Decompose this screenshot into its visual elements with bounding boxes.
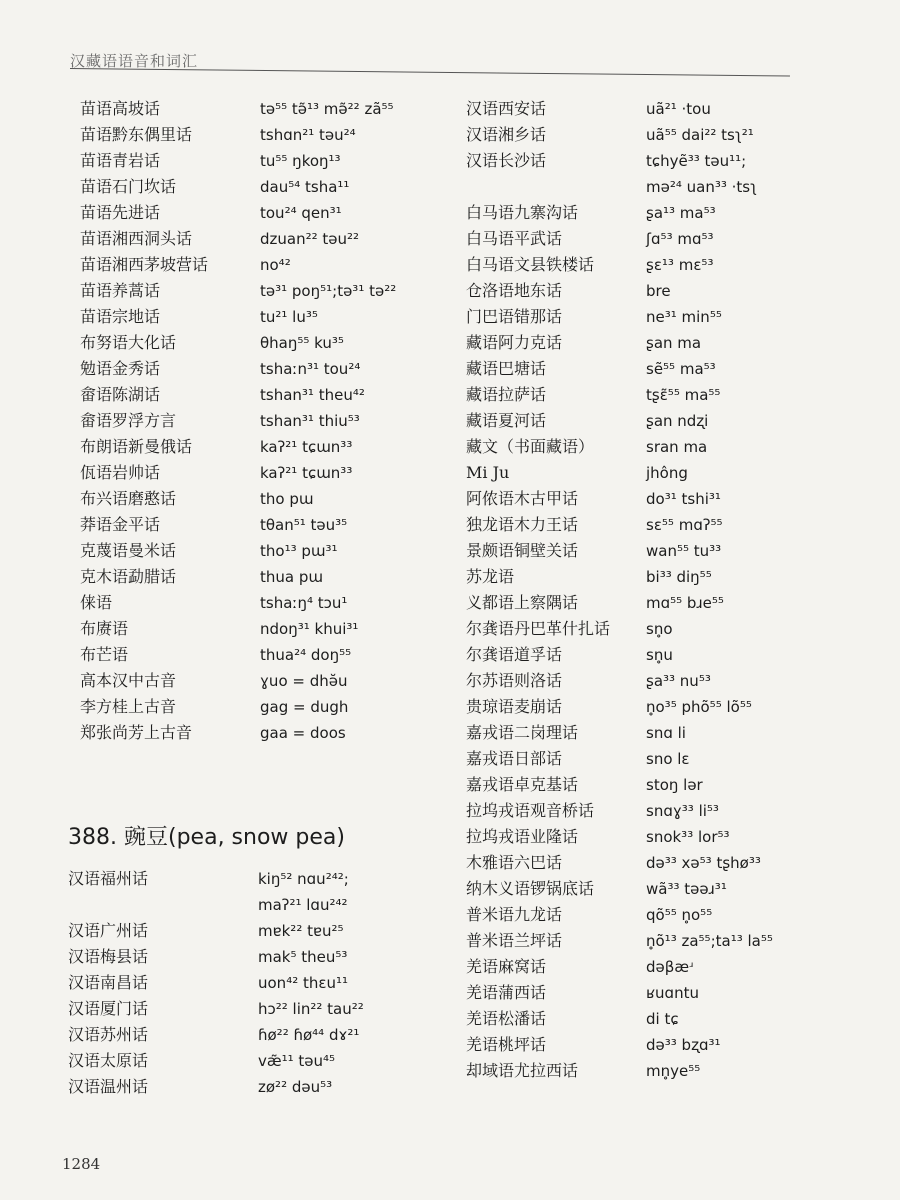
- language-name: 门巴语错那话: [466, 307, 563, 326]
- phonetic-form: mn̥ye⁵⁵: [646, 1062, 701, 1080]
- page-number: 1284: [62, 1155, 101, 1173]
- phonetic-form: sn̥o: [646, 620, 673, 638]
- language-name: 藏语夏河话: [466, 411, 547, 430]
- phonetic-form: ʂan ndʐi: [646, 412, 709, 430]
- language-name: 汉语长沙话: [466, 151, 547, 170]
- phonetic-form: do³¹ tshi³¹: [646, 490, 721, 508]
- language-name: 独龙语木力王话: [466, 515, 579, 534]
- phonetic-form: kiŋ⁵² nɑu²⁴²;: [258, 870, 349, 888]
- entry-row: [70, 200, 450, 226]
- language-name: 苗语青岩话: [80, 151, 161, 170]
- entry-row: [466, 408, 886, 434]
- language-name: 佤语岩帅话: [80, 463, 161, 482]
- phonetic-form: ʁuɑntu: [646, 984, 699, 1002]
- phonetic-form: ɣuo = dhə̆u: [260, 672, 348, 690]
- phonetic-form: ʂan ma: [646, 334, 702, 352]
- phonetic-form: tshan³¹ theu⁴²: [260, 386, 365, 404]
- language-name: 景颇语铜壁关话: [466, 541, 579, 560]
- phonetic-form: ne³¹ min⁵⁵: [646, 308, 722, 326]
- entry-row: [68, 970, 448, 996]
- phonetic-form: ʃɑ⁵³ mɑ⁵³: [646, 230, 714, 248]
- language-name: 克木语勐腊话: [80, 567, 177, 586]
- entry-row: [466, 668, 886, 694]
- language-name: 阿侬语木古甲话: [466, 489, 579, 508]
- language-name: 高本汉中古音: [80, 671, 177, 690]
- entry-row: [70, 460, 450, 486]
- language-name: 白马语平武话: [466, 229, 563, 248]
- language-name: 汉语南昌话: [68, 973, 149, 992]
- entry-row: [466, 174, 886, 200]
- entry-row: [70, 408, 450, 434]
- entry-row: [466, 200, 886, 226]
- entry-row: [70, 226, 450, 252]
- phonetic-form: kaʔ²¹ tɕɯn³³: [260, 464, 353, 482]
- phonetic-form: mak⁵ theu⁵³: [258, 948, 348, 966]
- phonetic-form: sẽ⁵⁵ ma⁵³: [646, 360, 716, 378]
- language-name: 布芒语: [80, 645, 129, 664]
- language-name: 藏语拉萨话: [466, 385, 547, 404]
- language-name: 汉语湘乡话: [466, 125, 547, 144]
- language-name: 畲语罗浮方言: [80, 411, 177, 430]
- entry-row: [70, 382, 450, 408]
- language-name: 藏语巴塘话: [466, 359, 547, 378]
- phonetic-form: uã²¹ ·tou: [646, 100, 711, 118]
- phonetic-form: n̥õ¹³ za⁵⁵;ta¹³ la⁵⁵: [646, 932, 773, 950]
- language-name: 布努语大化话: [80, 333, 177, 352]
- phonetic-form: tho pɯ: [260, 490, 314, 508]
- language-name: 汉语苏州话: [68, 1025, 149, 1044]
- language-name: 汉语福州话: [68, 869, 149, 888]
- phonetic-form: tou²⁴ qen³¹: [260, 204, 342, 222]
- phonetic-form: tu⁵⁵ ŋkoŋ¹³: [260, 152, 341, 170]
- entry-row: [70, 356, 450, 382]
- language-name: 布赓语: [80, 619, 129, 638]
- right-column: [466, 96, 886, 1084]
- phonetic-form: bi³³ diŋ⁵⁵: [646, 568, 712, 586]
- language-name: 白马语九寨沟话: [466, 203, 579, 222]
- language-name: 羌语松潘话: [466, 1009, 547, 1028]
- phonetic-form: thua pɯ: [260, 568, 323, 586]
- entry-row: [70, 304, 450, 330]
- phonetic-form: tə⁵⁵ tə̃¹³ mə̃²² zã⁵⁵: [260, 100, 394, 118]
- phonetic-form: də³³ xə⁵³ tʂhø³³: [646, 854, 761, 872]
- language-name: 尔龚语丹巴革什扎话: [466, 619, 611, 638]
- language-name: Mi Ju: [466, 463, 510, 482]
- language-name: 苗语石门坎话: [80, 177, 177, 196]
- phonetic-form: hɔ²² lin²² tau²²: [258, 1000, 364, 1018]
- language-name: 苗语高坡话: [80, 99, 161, 118]
- language-name: 苗语养蒿话: [80, 281, 161, 300]
- entry-row: [466, 772, 886, 798]
- entry-row: [70, 434, 450, 460]
- language-name: 羌语麻窝话: [466, 957, 547, 976]
- language-name: 汉语温州话: [68, 1077, 149, 1096]
- entry-row: [466, 928, 886, 954]
- phonetic-form: dau⁵⁴ tsha¹¹: [260, 178, 350, 196]
- entry-row: [70, 174, 450, 200]
- entry-row: [466, 356, 886, 382]
- entry-row: [466, 980, 886, 1006]
- language-name: 却域语尤拉西话: [466, 1061, 579, 1080]
- entry-row: [466, 850, 886, 876]
- entry-row: [70, 694, 450, 720]
- entry-row: [466, 460, 886, 486]
- language-name: 嘉戎语日部话: [466, 749, 563, 768]
- entry-row: [70, 330, 450, 356]
- phonetic-form: tʂɛ̃⁵⁵ ma⁵⁵: [646, 386, 721, 404]
- language-name: 克蔑语曼米话: [80, 541, 177, 560]
- entry-row: [466, 122, 886, 148]
- language-name: 汉语太原话: [68, 1051, 149, 1070]
- language-name: 汉语西安话: [466, 99, 547, 118]
- entry-row: [70, 278, 450, 304]
- language-name: 布朗语新曼俄话: [80, 437, 193, 456]
- entry-row: [70, 590, 450, 616]
- entry-row: [68, 1074, 448, 1100]
- entry-row: [466, 148, 886, 174]
- language-name: 汉语广州话: [68, 921, 149, 940]
- header-rule: [70, 68, 790, 77]
- language-name: 尔龚语道孚话: [466, 645, 563, 664]
- language-name: 嘉戎语卓克基话: [466, 775, 579, 794]
- language-name: 勉语金秀话: [80, 359, 161, 378]
- phonetic-form: bre: [646, 282, 671, 300]
- entry-row: [466, 330, 886, 356]
- language-name: 白马语文县铁楼话: [466, 255, 595, 274]
- entry-row: [70, 564, 450, 590]
- entry-row: [466, 954, 886, 980]
- language-name: 纳木义语锣锅底话: [466, 879, 595, 898]
- phonetic-form: mɑ⁵⁵ bɹe⁵⁵: [646, 594, 724, 612]
- language-name: 畲语陈湖话: [80, 385, 161, 404]
- entry-row: [68, 892, 448, 918]
- entry-gloss: (pea, snow pea): [168, 825, 345, 850]
- entry-row: [466, 824, 886, 850]
- entry-row: [466, 538, 886, 564]
- language-name: 仓洛语地东话: [466, 281, 563, 300]
- language-name: 布兴语磨憨话: [80, 489, 177, 508]
- language-name: 嘉戎语二岗理话: [466, 723, 579, 742]
- phonetic-form: maʔ²¹ lɑu²⁴²: [258, 896, 348, 914]
- language-name: 羌语蒲西话: [466, 983, 547, 1002]
- entry-row: [466, 876, 886, 902]
- entry-row: [68, 944, 448, 970]
- entry-row: [466, 590, 886, 616]
- phonetic-form: qõ⁵⁵ n̥o⁵⁵: [646, 906, 713, 924]
- phonetic-form: thua²⁴ doŋ⁵⁵: [260, 646, 352, 664]
- entry-row: [70, 486, 450, 512]
- phonetic-form: tshan³¹ thiu⁵³: [260, 412, 360, 430]
- entry-row: [466, 278, 886, 304]
- language-name: 义都语上察隅话: [466, 593, 579, 612]
- entry-row: [70, 252, 450, 278]
- left-column-top: [70, 96, 450, 746]
- entry-row: [466, 902, 886, 928]
- entry-row: [466, 304, 886, 330]
- language-name: 贵琼语麦崩话: [466, 697, 563, 716]
- phonetic-form: wan⁵⁵ tu³³: [646, 542, 722, 560]
- language-name: 苏龙语: [466, 567, 515, 586]
- phonetic-form: jhông: [646, 464, 688, 482]
- entry-row: [466, 642, 886, 668]
- phonetic-form: snok³³ lor⁵³: [646, 828, 730, 846]
- entry-row: [466, 1032, 886, 1058]
- entry-row: [466, 694, 886, 720]
- phonetic-form: tu²¹ lu³⁵: [260, 308, 318, 326]
- language-name: 汉语厦门话: [68, 999, 149, 1018]
- phonetic-form: tɕhyẽ³³ təu¹¹;: [646, 152, 747, 170]
- language-name: 苗语宗地话: [80, 307, 161, 326]
- entry-row: [466, 720, 886, 746]
- language-name: 俫语: [80, 593, 113, 612]
- phonetic-form: snɑ li: [646, 724, 686, 742]
- entry-row: [466, 226, 886, 252]
- phonetic-form: snɑɣ³³ li⁵³: [646, 802, 719, 820]
- phonetic-form: sɛ⁵⁵ mɑʔ⁵⁵: [646, 516, 723, 534]
- entry-row: [70, 720, 450, 746]
- language-name: 汉语梅县话: [68, 947, 149, 966]
- entry-row: [70, 148, 450, 174]
- entry-row: [466, 382, 886, 408]
- entry-heading: [68, 820, 345, 851]
- language-name: 苗语湘西茅坡营话: [80, 255, 209, 274]
- phonetic-form: də³³ bʐɑ³¹: [646, 1036, 721, 1054]
- entry-row: [68, 1022, 448, 1048]
- entry-row: [68, 996, 448, 1022]
- language-name: 苗语湘西洞头话: [80, 229, 193, 248]
- entry-row: [68, 866, 448, 892]
- running-title: 汉藏语语音和词汇: [70, 52, 199, 70]
- entry-row: [70, 668, 450, 694]
- language-name: 普米语兰坪话: [466, 931, 563, 950]
- phonetic-form: væ̃¹¹ təu⁴⁵: [258, 1052, 336, 1070]
- phonetic-form: ɦø²² ɦø⁴⁴ dɤ²¹: [258, 1026, 360, 1044]
- language-name: 李方桂上古音: [80, 697, 177, 716]
- phonetic-form: tshaːn³¹ tou²⁴: [260, 360, 361, 378]
- language-name: 尔苏语则洛话: [466, 671, 563, 690]
- phonetic-form: n̥o³⁵ phõ⁵⁵ lõ⁵⁵: [646, 698, 752, 716]
- phonetic-form: tθan⁵¹ təu³⁵: [260, 516, 348, 534]
- phonetic-form: kaʔ²¹ tɕɯn³³: [260, 438, 353, 456]
- language-name: 莽语金平话: [80, 515, 161, 534]
- phonetic-form: di tɕ: [646, 1010, 679, 1028]
- entry-row: [466, 564, 886, 590]
- entry-row: [466, 252, 886, 278]
- language-name: 拉坞戎语业隆话: [466, 827, 579, 846]
- phonetic-form: tshɑn²¹ təu²⁴: [260, 126, 356, 144]
- phonetic-form: mɐk²² tɐu²⁵: [258, 922, 344, 940]
- phonetic-form: sran ma: [646, 438, 708, 456]
- phonetic-form: no⁴²: [260, 256, 291, 274]
- entry-row: [70, 122, 450, 148]
- phonetic-form: zø²² dəu⁵³: [258, 1078, 333, 1096]
- phonetic-form: tə³¹ poŋ⁵¹;tə³¹ tə²²: [260, 282, 397, 300]
- entry-headword: 豌豆: [123, 825, 168, 850]
- phonetic-form: gag = dugh: [260, 698, 349, 716]
- entry-row: [68, 918, 448, 944]
- language-name: 郑张尚芳上古音: [80, 723, 193, 742]
- entry-row: [70, 96, 450, 122]
- phonetic-form: θhaŋ⁵⁵ ku³⁵: [260, 334, 344, 352]
- language-name: 藏文（书面藏语）: [466, 437, 595, 456]
- phonetic-form: tho¹³ pɯ³¹: [260, 542, 338, 560]
- entry-row: [70, 538, 450, 564]
- language-name: 普米语九龙话: [466, 905, 563, 924]
- phonetic-form: mə²⁴ uan³³ ·tsʅ: [646, 178, 758, 196]
- entry-row: [466, 486, 886, 512]
- entry-row: [70, 512, 450, 538]
- language-name: 拉坞戎语观音桥话: [466, 801, 595, 820]
- phonetic-form: dəβæʴ: [646, 958, 694, 976]
- entry-row: [466, 798, 886, 824]
- phonetic-form: tshaːŋ⁴ tɔu¹: [260, 594, 348, 612]
- entry-row: [70, 616, 450, 642]
- phonetic-form: uon⁴² thɛu¹¹: [258, 974, 349, 992]
- left-column-bottom: [68, 866, 448, 1100]
- entry-row: [466, 746, 886, 772]
- entry-number: 388.: [68, 825, 117, 850]
- phonetic-form: ʂa¹³ ma⁵³: [646, 204, 716, 222]
- language-name: 木雅语六巴话: [466, 853, 563, 872]
- language-name: 羌语桃坪话: [466, 1035, 547, 1054]
- phonetic-form: wã³³ təəɹ³¹: [646, 880, 727, 898]
- phonetic-form: sno lɛ: [646, 750, 690, 768]
- phonetic-form: stoŋ lər: [646, 776, 703, 794]
- phonetic-form: gaa = doos: [260, 724, 346, 742]
- entry-row: [70, 642, 450, 668]
- language-name: 藏语阿力克话: [466, 333, 563, 352]
- entry-row: [466, 1058, 886, 1084]
- entry-row: [466, 616, 886, 642]
- phonetic-form: ʂa³³ nu⁵³: [646, 672, 711, 690]
- phonetic-form: sn̥u: [646, 646, 673, 664]
- entry-row: [466, 96, 886, 122]
- entry-row: [466, 512, 886, 538]
- language-name: 苗语先进话: [80, 203, 161, 222]
- language-name: 苗语黔东偶里话: [80, 125, 193, 144]
- phonetic-form: ʂɛ¹³ mɛ⁵³: [646, 256, 714, 274]
- phonetic-form: uã⁵⁵ dai²² tsʅ²¹: [646, 126, 754, 144]
- entry-row: [466, 1006, 886, 1032]
- phonetic-form: dzuan²² təu²²: [260, 230, 360, 248]
- entry-row: [466, 434, 886, 460]
- entry-row: [68, 1048, 448, 1074]
- phonetic-form: ndoŋ³¹ khui³¹: [260, 620, 359, 638]
